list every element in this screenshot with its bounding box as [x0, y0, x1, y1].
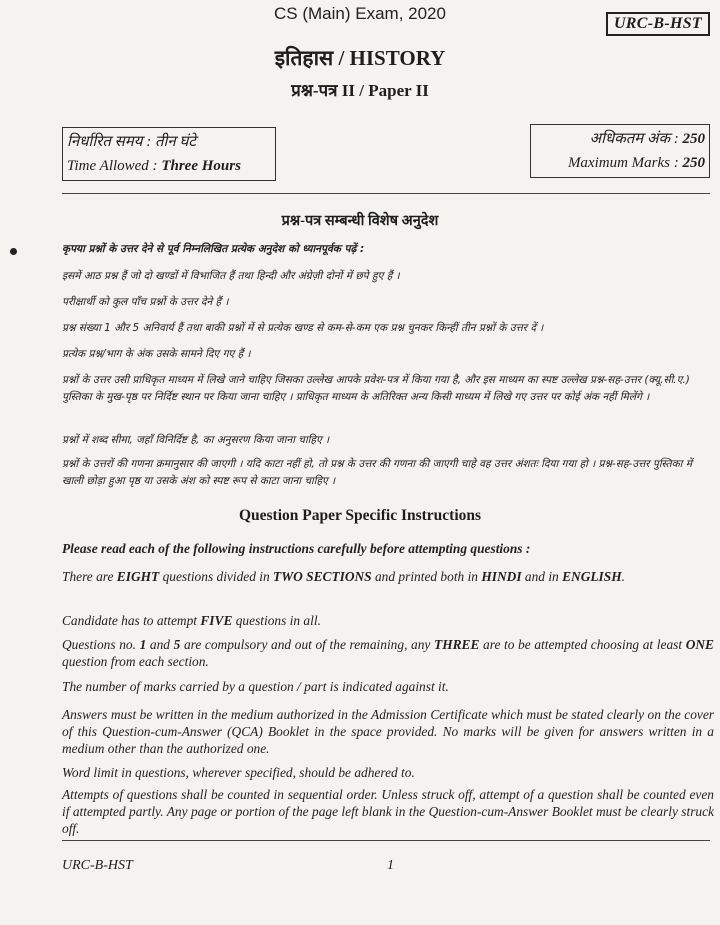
margin-dot [10, 248, 17, 255]
paper-number: प्रश्न-पत्र II / Paper II [291, 81, 429, 100]
footer-code: URC-B-HST [62, 858, 133, 873]
instruction-1: There are EIGHT questions divided in TWO SECTIONS and printed both in HINDI and in ENGLISH. [62, 569, 625, 584]
exam-title: CS (Main) Exam, 2020 [274, 4, 446, 23]
subject-title: इतिहास / HISTORY [274, 46, 446, 70]
time-hindi: निर्धारित समय : तीन घंटे [67, 134, 196, 150]
hindi-line: इसमें आठ प्रश्न हैं जो दो खण्डों में विभाजित हैं तथा हिन्दी और अंग्रेज़ी दोनों में छपे हुए हैं । [62, 270, 400, 282]
english-intro: Please read each of the following instructions carefully before attempting questions : [62, 541, 531, 556]
marks-box [530, 124, 710, 178]
hindi-line: प्रश्न संख्या 1 और 5 अनिवार्य हैं तथा बाकी प्रश्नों में से प्रत्येक खण्ड से कम-से-कम एक प्रश्न चुनकर किन्हीं तीन प्रश्नों के उत्तर दें । [62, 322, 544, 334]
divider-bottom [62, 840, 710, 841]
marks-hindi: अधिकतम अंक : 250 [589, 131, 705, 147]
hindi-line: परीक्षार्थी को कुल पाँच प्रश्नों के उत्तर देने हैं । [62, 296, 229, 308]
time-english: Time Allowed : Three Hours [67, 158, 241, 174]
hindi-heading: प्रश्न-पत्र सम्बन्धी विशेष अनुदेश [281, 213, 439, 229]
instruction-2: Candidate has to attempt FIVE questions in all. [62, 613, 321, 628]
english-heading: Question Paper Specific Instructions [238, 507, 482, 524]
hindi-line: प्रश्नों के उत्तर उसी प्राधिकृत माध्यम में लिखे जाने चाहिए जिसका उल्लेख आपके प्रवेश-पत्र में किया गया है, और इस माध्यम का स्पष्ट उल्लेख प्रश्न-सह-उत्तर (क्यू.सी.ए.) पुस्तिका के मुख-पृष्ठ पर निर्दिष्ट स्थान पर किया जाना चाहिए । प्राधिकृत माध्यम के अतिरिक्त अन्य किसी माध्यम में लिखे गए उत्तर पर कोई अंक नहीं मिलेंगे । [62, 374, 690, 403]
marks-english: Maximum Marks : 250 [567, 155, 705, 171]
time-box [62, 127, 276, 181]
divider-top [62, 193, 710, 194]
instruction-3: Questions no. 1 and 5 are compulsory and out of the remaining, any THREE are to be attempted choosing at least ONE question from each section. [62, 637, 714, 669]
hindi-intro: कृपया प्रश्नों के उत्तर देने से पूर्व निम्नलिखित प्रत्येक अनुदेश को ध्यानपूर्वक पढ़ें : [62, 243, 365, 255]
hindi-line: प्रश्नों के उत्तरों की गणना क्रमानुसार की जाएगी । यदि काटा नहीं हो, तो प्रश्न के उत्तर की गणना की जाएगी चाहे वह उत्तर अंशतः दिया गया हो । प्रश्न-सह-उत्तर पुस्तिका में खाली छोड़ा हुआ पृष्ठ या उसके अंश को स्पष्ट रूप से काटा जाना चाहिए । [62, 458, 693, 487]
page-number: 1 [387, 858, 394, 873]
hindi-line: प्रत्येक प्रश्न/भाग के अंक उसके सामने दिए गए हैं । [62, 348, 251, 360]
paper-code: URC-B-HST [606, 12, 710, 36]
instruction-7: Attempts of questions shall be counted in sequential order. Unless struck off, attempt of a question shall be counted even if attempted partly. Any page or portion of the page left blank in the Question-cum-Answer Booklet must be clearly struck off. [62, 787, 714, 836]
instruction-6: Word limit in questions, wherever specified, should be adhered to. [62, 765, 415, 780]
instruction-4: The number of marks carried by a question / part is indicated against it. [62, 679, 449, 694]
instruction-5: Answers must be written in the medium authorized in the Admission Certificate which must be stated clearly on the cover of this Question-cum-Answer (QCA) Booklet in the space provided. No marks will be given for answers written in a medium other than the authorized one. [62, 707, 714, 756]
hindi-line: प्रश्नों में शब्द सीमा, जहाँ विनिर्दिष्ट है, का अनुसरण किया जाना चाहिए । [62, 434, 330, 446]
